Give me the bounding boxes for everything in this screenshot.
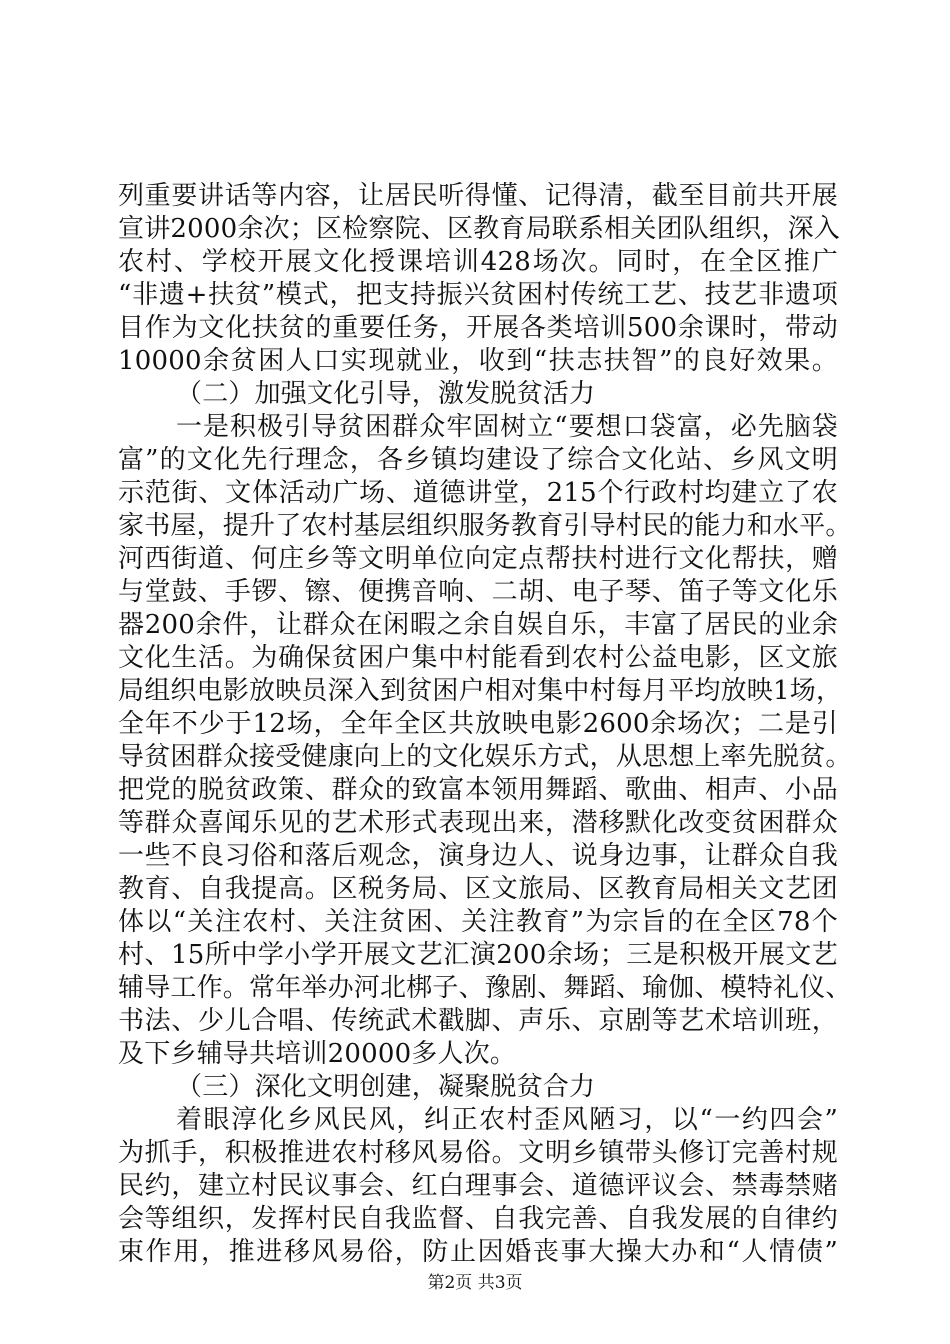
body-text-line: 10000余贫困人口实现就业，收到“扶志扶智”的良好效果。 — [118, 346, 838, 376]
paragraph-first-line: 着眼淳化乡风民风，纠正农村歪风陋习，以“一约四会” — [176, 1105, 838, 1135]
body-text-line: 束作用，推进移风易俗，防止因婚丧事大操大办和“人情债” — [118, 1237, 838, 1267]
body-text-line: 列重要讲话等内容，让居民听得懂、记得清，截至目前共开展 — [118, 181, 838, 211]
body-text-line: 体以“关注农村、关注贫困、关注教育”为宗旨的在全区78个 — [118, 907, 838, 937]
body-text-line: 会等组织，发挥村民自我监督、自我完善、自我发展的自律约 — [118, 1204, 838, 1234]
section-heading: （三）深化文明创建，凝聚脱贫合力 — [176, 1072, 596, 1102]
body-text-line: 局组织电影放映员深入到贫困户相对集中村每月平均放映1场， — [118, 676, 843, 706]
paragraph-first-line: 一是积极引导贫困群众牢固树立“要想口袋富，必先脑袋 — [176, 412, 838, 442]
body-text-line: 一些不良习俗和落后观念，演身边人、说身边事，让群众自我 — [118, 841, 838, 871]
body-text-line: 教育、自我提高。区税务局、区文旅局、区教育局相关文艺团 — [118, 874, 838, 904]
section-heading: （二）加强文化引导，激发脱贫活力 — [176, 379, 596, 409]
body-text-line: 目作为文化扶贫的重要任务，开展各类培训500余课时，带动 — [118, 313, 838, 343]
body-text-line: 河西街道、何庄乡等文明单位向定点帮扶村进行文化帮扶，赠 — [118, 544, 838, 574]
body-text-line: 把党的脱贫政策、群众的致富本领用舞蹈、歌曲、相声、小品 — [118, 775, 838, 805]
body-text-line: “非遗+扶贫”模式，把支持振兴贫困村传统工艺、技艺非遗项 — [118, 280, 838, 310]
body-text-line: 富”的文化先行理念，各乡镇均建设了综合文化站、乡风文明 — [118, 445, 838, 475]
body-text-line: 全年不少于12场，全年全区共放映电影2600余场次；二是引 — [118, 709, 838, 739]
body-text-line: 家书屋，提升了农村基层组织服务教育引导村民的能力和水平。 — [118, 511, 852, 541]
body-text-line: 文化生活。为确保贫困户集中村能看到农村公益电影，区文旅 — [118, 643, 838, 673]
body-text-line: 为抓手，积极推进农村移风易俗。文明乡镇带头修订完善村规 — [118, 1138, 838, 1168]
body-text-line: 等群众喜闻乐见的艺术形式表现出来，潜移默化改变贫困群众 — [118, 808, 838, 838]
body-text-line: 书法、少儿合唱、传统武术戳脚、声乐、京剧等艺术培训班， — [118, 1006, 838, 1036]
body-text-line: 器200余件，让群众在闲暇之余自娱自乐，丰富了居民的业余 — [118, 610, 838, 640]
body-text-line: 及下乡辅导共培训20000多人次。 — [118, 1039, 517, 1069]
body-text-line: 辅导工作。常年举办河北梆子、豫剧、舞蹈、瑜伽、模特礼仪、 — [118, 973, 852, 1003]
body-text-line: 民约，建立村民议事会、红白理事会、道德评议会、禁毒禁赌 — [118, 1171, 838, 1201]
body-text-line: 村、15所中学小学开展文艺汇演200余场；三是积极开展文艺 — [118, 940, 838, 970]
page-number-footer: 第2页 共3页 — [427, 1273, 523, 1293]
body-text-line: 农村、学校开展文化授课培训428场次。同时，在全区推广 — [118, 247, 838, 277]
body-text-line: 宣讲2000余次；区检察院、区教育局联系相关团队组织，深入 — [118, 214, 840, 244]
body-text-line: 导贫困群众接受健康向上的文化娱乐方式，从思想上率先脱贫。 — [118, 742, 852, 772]
body-text-line: 示范街、文体活动广场、道德讲堂，215个行政村均建立了农 — [118, 478, 838, 508]
body-text-line: 与堂鼓、手锣、镲、便携音响、二胡、电子琴、笛子等文化乐 — [118, 577, 838, 607]
